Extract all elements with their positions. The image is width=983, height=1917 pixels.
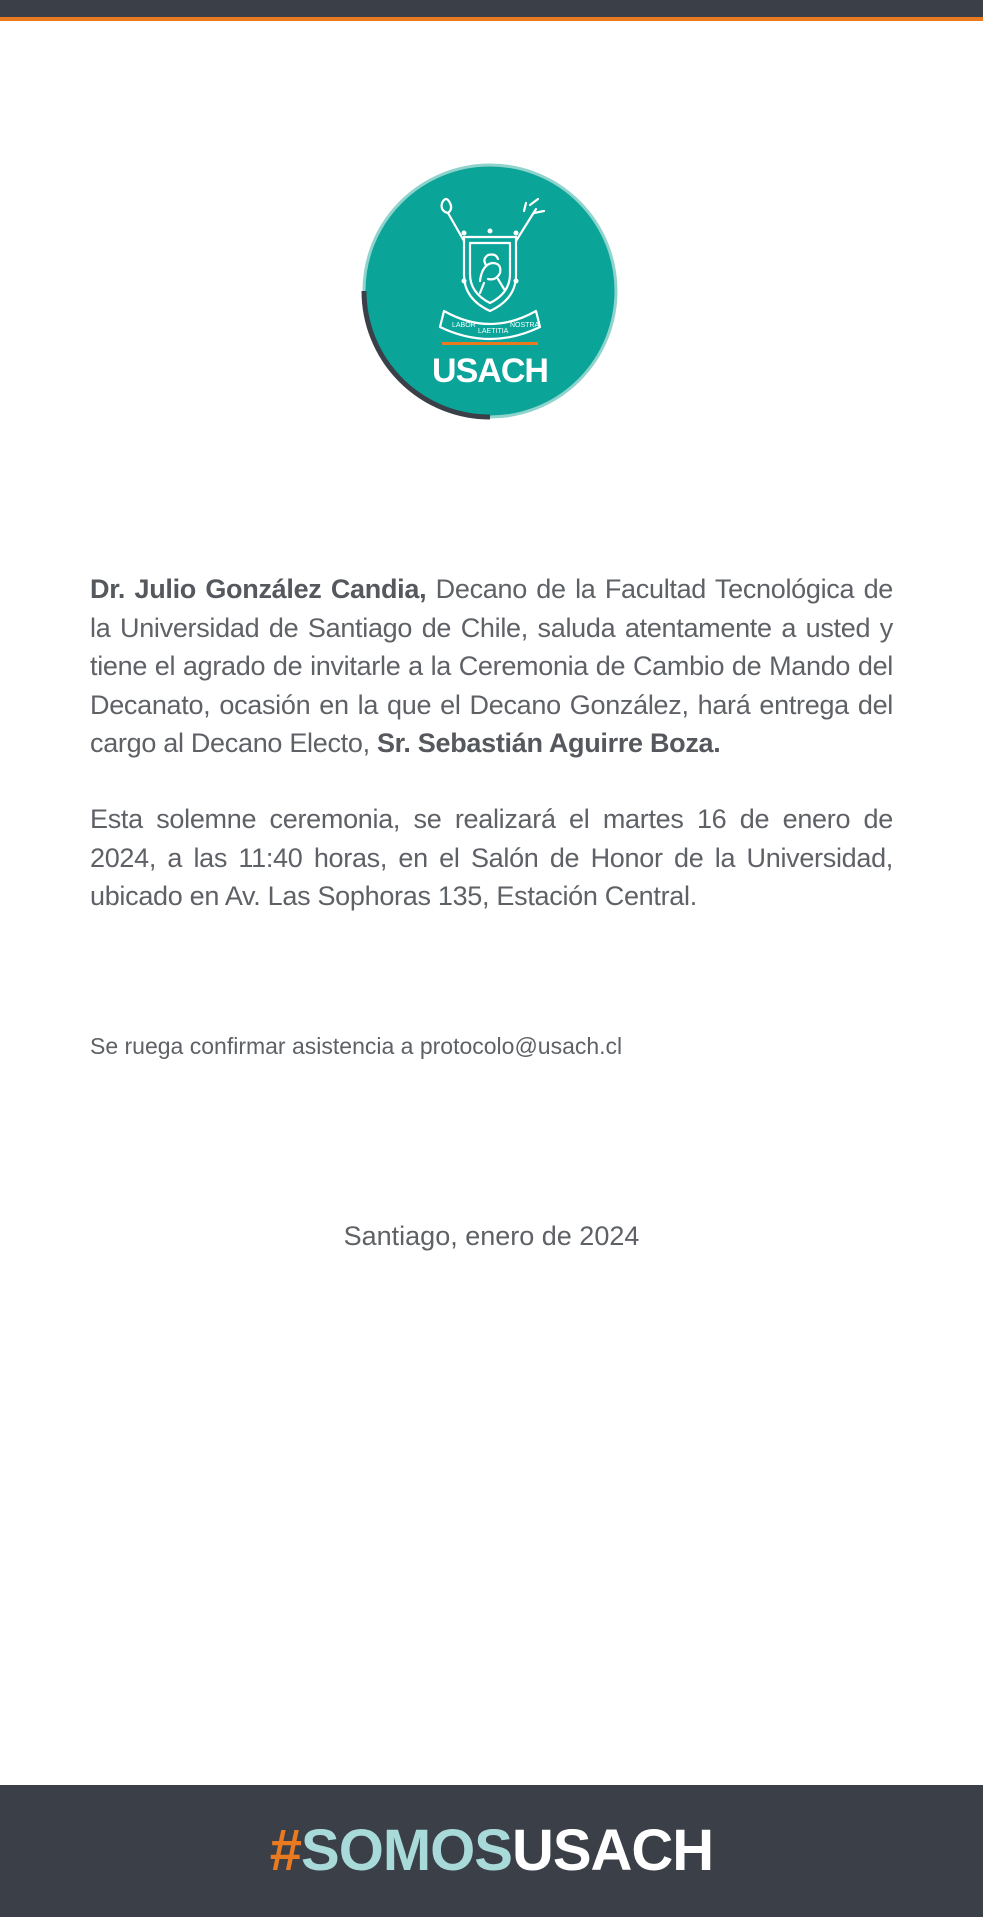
rsvp-email: protocolo@usach.cl	[419, 1033, 623, 1059]
invitation-paragraph-2: Esta solemne ceremonia, se realizará el martes 16 de enero de 2024, a las 11:40 horas, en el Salón de Honor de la Universidad, ubicado en Av. Las Sophoras 135, Estación Central.	[90, 804, 893, 911]
usach-crest-emblem	[360, 161, 620, 421]
top-bar	[0, 0, 983, 21]
motto-word: NOSTRA	[510, 322, 540, 329]
invitation-paragraph-1	[90, 570, 893, 763]
invitation-body: Decano de la Facultad Tecnológica de la Universidad de Santiago de Chile, saluda atentamente a usted y tiene el agrado de invitarle a la Ceremonia de Cambio de Mando del Decanato, ocasión en la que el Decano González, hará entrega del cargo al Decano Electo,	[90, 574, 893, 758]
usach-logo	[360, 161, 620, 421]
dean-name: Dr. Julio González Candia,	[90, 574, 427, 604]
logo-name: USACH	[432, 352, 548, 390]
motto-word: LABOR	[452, 322, 476, 329]
hashtag-somos: SOMOS	[301, 1818, 512, 1883]
rsvp-text: Se ruega confirmar asistencia a	[90, 1033, 420, 1059]
rsvp-line	[90, 1031, 890, 1061]
hashtag-hash: #	[269, 1818, 302, 1883]
hashtag	[269, 1818, 714, 1883]
footer-bar	[0, 1785, 983, 1917]
dean-elect-name: Sr. Sebastián Aguirre Boza.	[376, 728, 721, 758]
dateline: Santiago, enero de 2024	[343, 1221, 640, 1251]
hashtag-usach: USACH	[511, 1818, 714, 1883]
motto-word: LAETITIA	[478, 328, 509, 335]
